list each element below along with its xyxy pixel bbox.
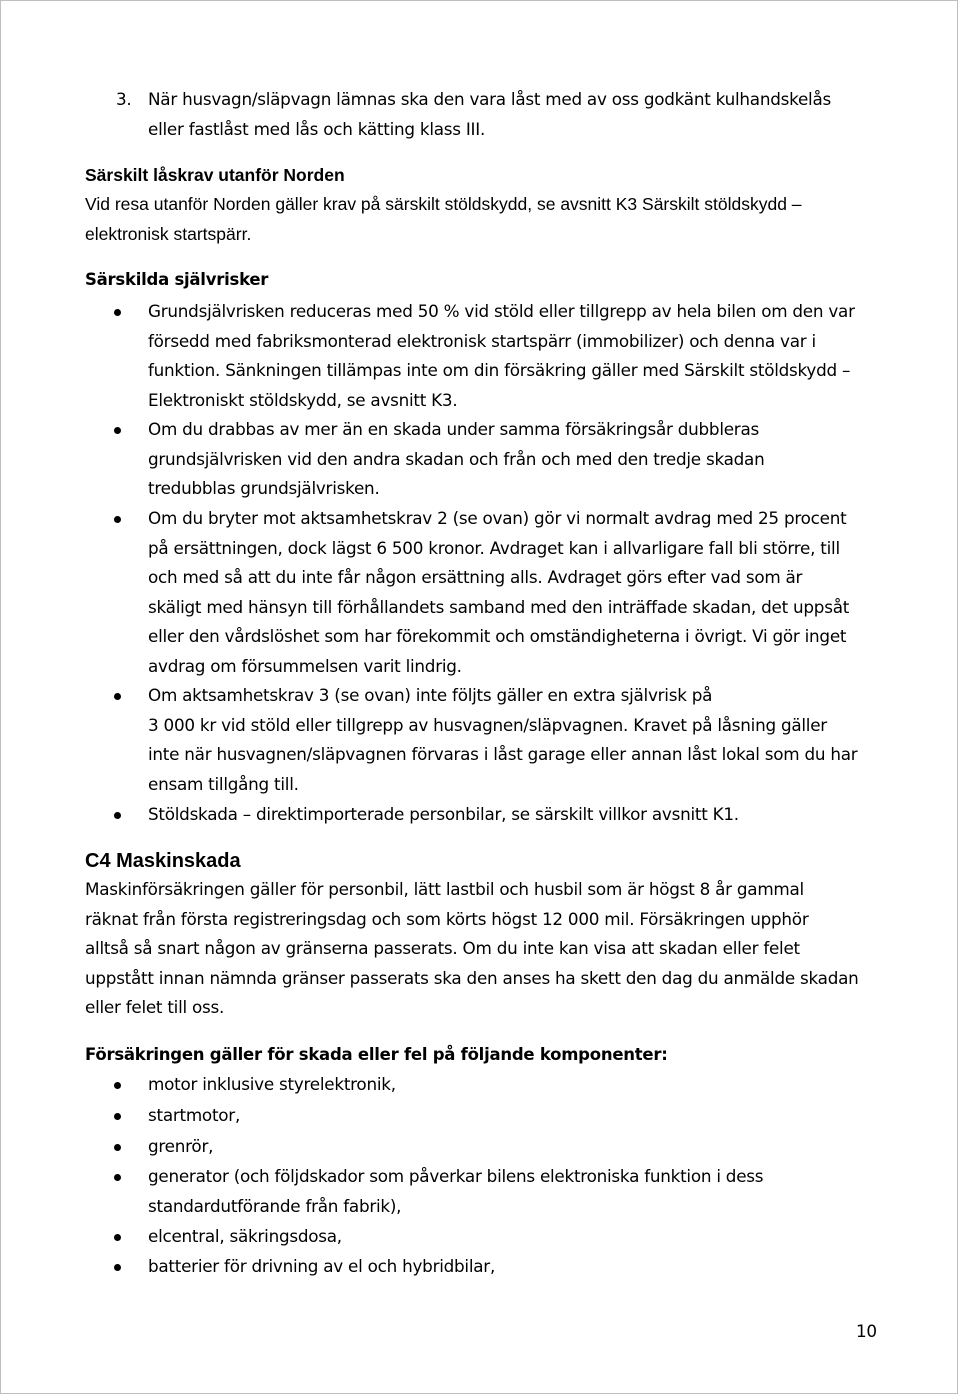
text-line: eller felet till oss. (85, 997, 225, 1018)
bullet-icon (114, 1113, 121, 1120)
text-line: Vid resa utanför Norden gäller krav på särskilt stöldskydd, se avsnitt K3 Särskilt stöldskydd – (85, 194, 802, 214)
text-line: standardutförande från fabrik), (148, 1195, 402, 1216)
paragraph-c4 (85, 875, 859, 1023)
text-line: avdrag om försummelsen varit lindrig. (148, 655, 462, 676)
text-line: skäligt med hänsyn till förhållandets samband med den inträffade skadan, det uppsåt (148, 596, 850, 617)
bullet-icon (114, 1234, 121, 1241)
text-line: Grundsjälvrisken reduceras med 50 % vid stöld eller tillgrepp av hela bilen om den var (148, 301, 855, 321)
list-item (148, 681, 857, 799)
page-number: 10 (856, 1321, 877, 1341)
text-line: batterier för drivning av el och hybridbilar, (148, 1256, 496, 1276)
text-line: generator (och följdskador som påverkar bilens elektroniska funktion i dess (148, 1166, 764, 1186)
text-line: motor inklusive styrelektronik, (148, 1074, 396, 1094)
bullet-icon (114, 1082, 121, 1089)
text-line: När husvagn/släpvagn lämnas ska den vara låst med av oss godkänt kulhandskelås (148, 89, 831, 109)
list-item (148, 415, 764, 504)
text-line: elcentral, säkringsdosa, (148, 1226, 342, 1246)
text-line: uppstått innan nämnda gränser passerats ska den anses ha skett den dag du anmälde skadan (85, 967, 859, 988)
text-line: ensam tillgång till. (148, 773, 299, 794)
heading-outside-nordic: Särskilt låskrav utanför Norden (85, 165, 345, 185)
text-line: funktion. Sänkningen tillämpas inte om din försäkring gäller med Särskilt stöldskydd – (148, 360, 851, 381)
text-line: elektronisk startspärr. (85, 223, 252, 244)
bullet-icon (114, 1174, 121, 1181)
paragraph-outside-nordic (85, 190, 802, 249)
list-item (148, 1222, 342, 1252)
list-item (148, 297, 855, 415)
text-line: tredubblas grundsjälvrisken. (148, 478, 380, 499)
bullet-icon (114, 1144, 121, 1151)
text-line: eller fastlåst med lås och kätting klass III. (148, 118, 486, 139)
text-line: räknat från första registreringsdag och som körts högst 12 000 mil. Försäkringen upphör (85, 908, 809, 929)
text-line: alltså så snart någon av gränserna passerats. Om du inte kan visa att skadan eller felet (85, 938, 800, 959)
list-item (148, 1162, 763, 1221)
text-line: 3 000 kr vid stöld eller tillgrepp av husvagnen/släpvagnen. Kravet på låsning gäller (148, 714, 827, 735)
bullet-icon (114, 516, 121, 523)
paragraph-section-3 (148, 85, 831, 144)
section-heading-c4: C4 Maskinskada (85, 850, 241, 872)
heading-deductibles: Särskilda självrisker (85, 270, 269, 289)
text-line: Om du bryter mot aktsamhetskrav 2 (se ovan) gör vi normalt avdrag med 25 procent (148, 508, 847, 528)
text-line: Stöldskada – direktimporterade personbilar, se särskilt villkor avsnitt K1. (148, 804, 739, 824)
text-line: eller den vårdslöshet som har förekommit och omständigheterna i övrigt. Vi gör inget (148, 626, 847, 647)
text-line: Maskinförsäkringen gäller för personbil, lätt lastbil och husbil som är högst 8 år gammal (85, 879, 804, 899)
bullet-icon (114, 309, 121, 316)
list-item (148, 1252, 495, 1282)
bullet-icon (114, 1264, 121, 1271)
text-line: på ersättningen, dock lägst 6 500 kronor. Avdraget kan i allvarligare fall bli större, till (148, 537, 840, 558)
list-item (148, 1132, 213, 1162)
text-line: försedd med fabriksmonterad elektronisk startspärr (immobilizer) och denna var i (148, 330, 816, 351)
bullet-icon (114, 427, 121, 434)
text-line: startmotor, (148, 1105, 241, 1125)
text-line: grundsjälvrisken vid den andra skadan och från och med den tredje skadan (148, 448, 765, 469)
list-item (148, 800, 739, 830)
text-line: Om du drabbas av mer än en skada under samma försäkringsår dubbleras (148, 419, 759, 439)
heading-components: Försäkringen gäller för skada eller fel på följande komponenter: (85, 1045, 668, 1064)
bullet-icon (114, 693, 121, 700)
text-line: Elektroniskt stöldskydd, se avsnitt K3. (148, 389, 458, 410)
text-line: inte när husvagnen/släpvagnen förvaras i låst garage eller annan låst lokal som du har (148, 744, 858, 765)
list-number: 3. (116, 89, 132, 109)
list-item (148, 1101, 240, 1131)
list-item (148, 504, 849, 682)
list-item (148, 1070, 396, 1100)
text-line: grenrör, (148, 1136, 214, 1156)
text-line: och med så att du inte får någon ersättning alls. Avdraget görs efter vad som är (148, 567, 803, 588)
bullet-icon (114, 812, 121, 819)
text-line: Om aktsamhetskrav 3 (se ovan) inte följts gäller en extra självrisk på (148, 685, 713, 705)
